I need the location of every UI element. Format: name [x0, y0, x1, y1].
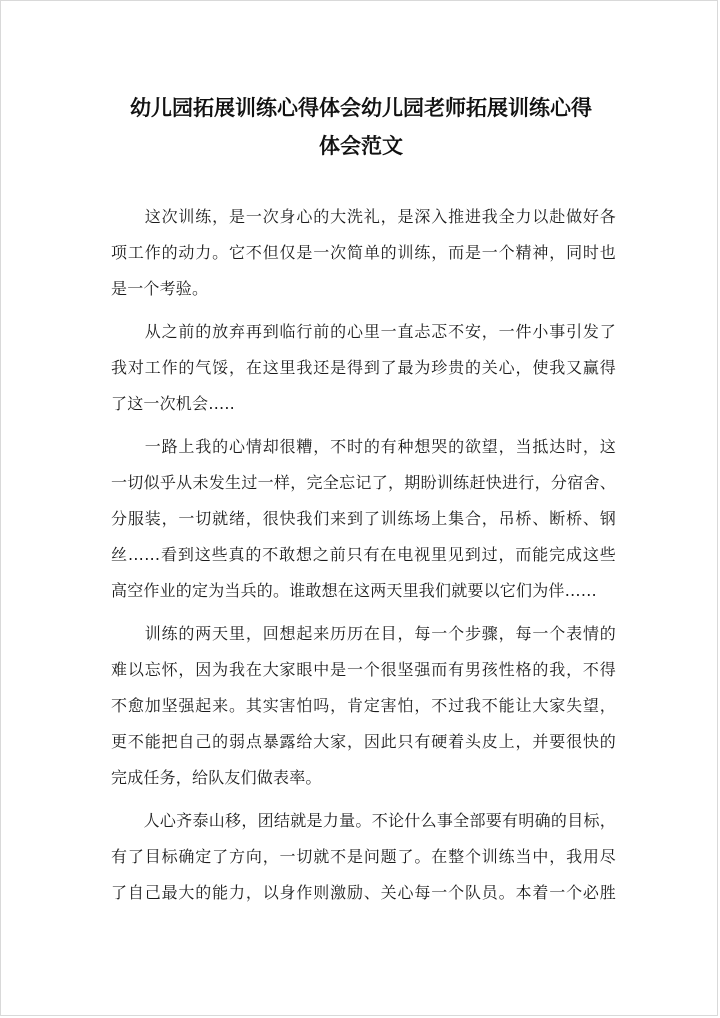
text-line: 从之前的放弃再到临行前的心里一直忐忑不安，一件小事引发了 [111, 322, 616, 341]
text-line: 有了目标确定了方向，一切就不是问题了。在整个训练当中，我用尽 [111, 847, 616, 866]
text-line: 一切似乎从未发生过一样，完全忘记了，期盼训练赶快进行，分宿舍、 [111, 473, 616, 492]
text-line: 难以忘怀，因为我在大家眼中是一个很坚强而有男孩性格的我，不得 [111, 660, 616, 679]
text-line: 不愈加坚强起来。其实害怕吗，肯定害怕，不过我不能让大家失望， [111, 696, 616, 715]
text-line: 高空作业的定为当兵的。谁敢想在这两天里我们就要以它们为伴…… [111, 581, 598, 600]
text-line: 丝……看到这些真的不敢想之前只有在电视里见到过，而能完成这些 [111, 545, 616, 564]
text-line: 人心齐泰山移，团结就是力量。不论什么事全部要有明确的目标， [111, 811, 616, 830]
text-line: 一路上我的心情却很糟，不时的有种想哭的欲望，当抵达时，这 [111, 437, 616, 456]
document-title [101, 89, 621, 165]
document-body [111, 199, 616, 918]
text-line: 了自己最大的能力，以身作则激励、关心每一个队员。本着一个必胜 [111, 883, 616, 902]
paragraph [111, 429, 616, 609]
paragraph [111, 199, 616, 307]
text-line: 我对工作的气馁，在这里我还是得到了最为珍贵的关心，使我又赢得 [111, 358, 616, 377]
text-line: 更不能把自己的弱点暴露给大家，因此只有硬着头皮上，并要很快的 [111, 732, 616, 751]
paragraph [111, 803, 616, 911]
title-line-2: 体会范文 [319, 133, 403, 158]
text-line: 是一个考验。 [111, 279, 209, 298]
text-line: 分服装，一切就绪，很快我们来到了训练场上集合，吊桥、断桥、钢 [111, 509, 616, 528]
text-line: 训练的两天里，回想起来历历在目，每一个步骤，每一个表情的 [111, 624, 616, 643]
text-line: 完成任务，给队友们做表率。 [111, 768, 322, 787]
text-line: 这次训练，是一次身心的大洗礼，是深入推进我全力以赴做好各 [111, 207, 616, 226]
text-line: 项工作的动力。它不但仅是一次简单的训练，而是一个精神，同时也 [111, 243, 616, 262]
text-line: 了这一次机会….. [111, 394, 235, 413]
paragraph [111, 314, 616, 422]
title-line-1: 幼儿园拓展训练心得体会幼儿园老师拓展训练心得 [130, 95, 592, 120]
paragraph [111, 616, 616, 796]
